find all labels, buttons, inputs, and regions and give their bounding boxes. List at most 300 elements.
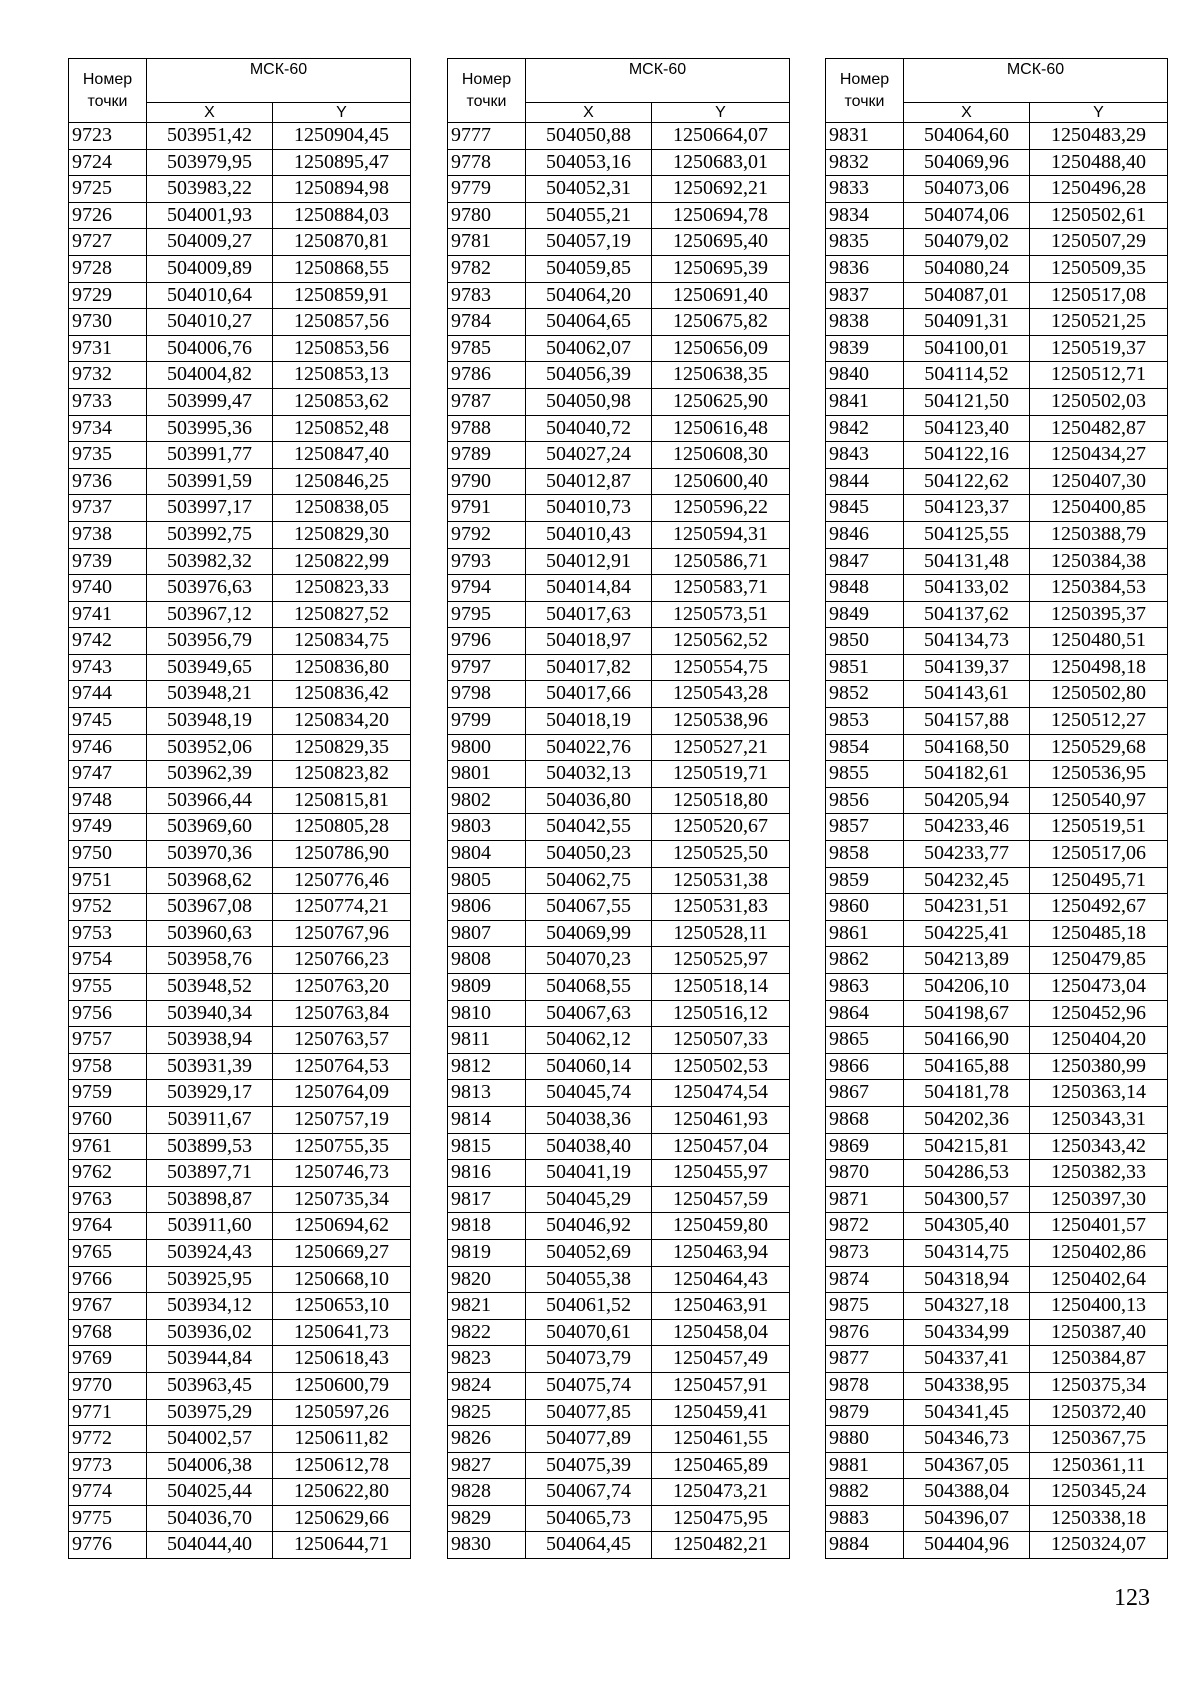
- y-coordinate-cell: 1250525,50: [652, 841, 790, 868]
- point-number-cell: 9758: [69, 1053, 147, 1080]
- x-coordinate-cell: 503960,63: [147, 920, 273, 947]
- y-coordinate-cell: 1250518,14: [652, 974, 790, 1001]
- point-number-cell: 9779: [448, 176, 526, 203]
- x-coordinate-cell: 504044,40: [147, 1532, 273, 1559]
- table-row: [69, 255, 411, 282]
- point-number-cell: 9876: [826, 1319, 904, 1346]
- y-coordinate-cell: 1250464,43: [652, 1266, 790, 1293]
- y-coordinate-cell: 1250496,28: [1030, 176, 1168, 203]
- point-number-cell: 9863: [826, 974, 904, 1001]
- x-coordinate-cell: 504036,70: [147, 1505, 273, 1532]
- point-number-cell: 9827: [448, 1452, 526, 1479]
- x-coordinate-cell: 503936,02: [147, 1319, 273, 1346]
- table-row: [448, 468, 790, 495]
- x-coordinate-cell: 504233,77: [904, 841, 1030, 868]
- point-number-cell: 9850: [826, 628, 904, 655]
- table-row: [448, 309, 790, 336]
- table-row: [448, 1266, 790, 1293]
- point-number-cell: 9847: [826, 548, 904, 575]
- y-coordinate-cell: 1250543,28: [652, 681, 790, 708]
- x-coordinate-cell: 504045,74: [526, 1080, 652, 1107]
- x-coordinate-cell: 504300,57: [904, 1186, 1030, 1213]
- x-coordinate-cell: 503967,08: [147, 894, 273, 921]
- x-coordinate-cell: 504070,61: [526, 1319, 652, 1346]
- x-coordinate-cell: 503997,17: [147, 495, 273, 522]
- y-coordinate-cell: 1250895,47: [273, 149, 411, 176]
- y-coordinate-cell: 1250692,21: [652, 176, 790, 203]
- table-row: [448, 761, 790, 788]
- table-row: [826, 1399, 1168, 1426]
- table-row: [448, 1053, 790, 1080]
- point-number-cell: 9782: [448, 255, 526, 282]
- y-coordinate-cell: 1250455,97: [652, 1160, 790, 1187]
- x-coordinate-cell: 504367,05: [904, 1452, 1030, 1479]
- x-coordinate-cell: 504064,45: [526, 1532, 652, 1559]
- x-coordinate-cell: 503929,17: [147, 1080, 273, 1107]
- table-row: [448, 548, 790, 575]
- x-coordinate-cell: 503956,79: [147, 628, 273, 655]
- y-coordinate-cell: 1250517,08: [1030, 282, 1168, 309]
- x-coordinate-cell: 503992,75: [147, 521, 273, 548]
- y-coordinate-cell: 1250834,20: [273, 708, 411, 735]
- table-row: [69, 495, 411, 522]
- table-row: [69, 1239, 411, 1266]
- table-row: [826, 388, 1168, 415]
- x-coordinate-cell: 504067,63: [526, 1000, 652, 1027]
- point-number-cell: 9786: [448, 362, 526, 389]
- point-number-cell: 9859: [826, 867, 904, 894]
- point-number-cell: 9814: [448, 1106, 526, 1133]
- point-number-cell: 9792: [448, 521, 526, 548]
- x-coordinate-cell: 504052,69: [526, 1239, 652, 1266]
- point-number-cell: 9865: [826, 1027, 904, 1054]
- table-row: [826, 1027, 1168, 1054]
- x-coordinate-cell: 504134,73: [904, 628, 1030, 655]
- table-row: [448, 229, 790, 256]
- table-row: [69, 149, 411, 176]
- table-row: [826, 149, 1168, 176]
- y-coordinate-cell: 1250485,18: [1030, 920, 1168, 947]
- point-number-cell: 9852: [826, 681, 904, 708]
- y-coordinate-cell: 1250675,82: [652, 309, 790, 336]
- x-coordinate-cell: 504202,36: [904, 1106, 1030, 1133]
- y-coordinate-cell: 1250519,37: [1030, 335, 1168, 362]
- y-coordinate-cell: 1250457,59: [652, 1186, 790, 1213]
- y-coordinate-cell: 1250434,27: [1030, 442, 1168, 469]
- point-number-cell: 9734: [69, 415, 147, 442]
- x-coordinate-cell: 504131,48: [904, 548, 1030, 575]
- y-coordinate-cell: 1250324,07: [1030, 1532, 1168, 1559]
- point-number-cell: 9803: [448, 814, 526, 841]
- x-coordinate-cell: 504231,51: [904, 894, 1030, 921]
- x-coordinate-cell: 504036,80: [526, 787, 652, 814]
- y-coordinate-cell: 1250852,48: [273, 415, 411, 442]
- x-coordinate-cell: 503948,21: [147, 681, 273, 708]
- point-number-cell: 9868: [826, 1106, 904, 1133]
- y-coordinate-cell: 1250343,42: [1030, 1133, 1168, 1160]
- point-number-cell: 9877: [826, 1346, 904, 1373]
- table-row: [69, 1426, 411, 1453]
- y-coordinate-cell: 1250457,49: [652, 1346, 790, 1373]
- y-coordinate-cell: 1250554,75: [652, 654, 790, 681]
- table-row: [448, 442, 790, 469]
- point-number-cell: 9878: [826, 1372, 904, 1399]
- point-number-cell: 9773: [69, 1452, 147, 1479]
- point-number-cell: 9849: [826, 601, 904, 628]
- x-coordinate-cell: 504334,99: [904, 1319, 1030, 1346]
- point-number-cell: 9801: [448, 761, 526, 788]
- y-coordinate-cell: 1250387,40: [1030, 1319, 1168, 1346]
- y-coordinate-cell: 1250361,11: [1030, 1452, 1168, 1479]
- x-coordinate-cell: 504233,46: [904, 814, 1030, 841]
- table-row: [826, 654, 1168, 681]
- y-coordinate-cell: 1250644,71: [273, 1532, 411, 1559]
- point-number-cell: 9800: [448, 734, 526, 761]
- y-coordinate-cell: 1250757,19: [273, 1106, 411, 1133]
- table-row: [448, 176, 790, 203]
- point-number-cell: 9874: [826, 1266, 904, 1293]
- coordinate-system-header: МСК-60: [904, 59, 1168, 103]
- x-coordinate-cell: 504014,84: [526, 575, 652, 602]
- table-row: [69, 1027, 411, 1054]
- table-row: [826, 229, 1168, 256]
- table-row: [448, 841, 790, 868]
- table-row: [448, 1133, 790, 1160]
- y-coordinate-cell: 1250507,29: [1030, 229, 1168, 256]
- x-coordinate-cell: 504205,94: [904, 787, 1030, 814]
- x-coordinate-cell: 504010,43: [526, 521, 652, 548]
- y-coordinate-cell: 1250838,05: [273, 495, 411, 522]
- y-coordinate-cell: 1250694,78: [652, 202, 790, 229]
- x-coordinate-cell: 503948,19: [147, 708, 273, 735]
- y-coordinate-cell: 1250823,82: [273, 761, 411, 788]
- table-row: [69, 681, 411, 708]
- point-number-cell: 9746: [69, 734, 147, 761]
- point-number-cell: 9845: [826, 495, 904, 522]
- x-coordinate-cell: 504346,73: [904, 1426, 1030, 1453]
- x-coordinate-cell: 504215,81: [904, 1133, 1030, 1160]
- y-coordinate-cell: 1250834,75: [273, 628, 411, 655]
- table-row: [69, 1532, 411, 1559]
- table-row: [448, 1027, 790, 1054]
- table-row: [826, 734, 1168, 761]
- point-number-cell: 9751: [69, 867, 147, 894]
- x-coordinate-cell: 504040,72: [526, 415, 652, 442]
- x-coordinate-cell: 503952,06: [147, 734, 273, 761]
- point-number-cell: 9777: [448, 123, 526, 150]
- y-coordinate-cell: 1250404,20: [1030, 1027, 1168, 1054]
- y-coordinate-cell: 1250573,51: [652, 601, 790, 628]
- point-number-cell: 9781: [448, 229, 526, 256]
- point-number-cell: 9796: [448, 628, 526, 655]
- y-coordinate-cell: 1250482,87: [1030, 415, 1168, 442]
- point-number-cell: 9829: [448, 1505, 526, 1532]
- point-number-cell: 9785: [448, 335, 526, 362]
- table-row: [69, 1372, 411, 1399]
- x-coordinate-cell: 504001,93: [147, 202, 273, 229]
- point-number-cell: 9748: [69, 787, 147, 814]
- y-coordinate-cell: 1250870,81: [273, 229, 411, 256]
- point-number-cell: 9810: [448, 1000, 526, 1027]
- point-number-cell: 9843: [826, 442, 904, 469]
- table-row: [448, 1106, 790, 1133]
- y-coordinate-cell: 1250512,27: [1030, 708, 1168, 735]
- y-coordinate-cell: 1250459,41: [652, 1399, 790, 1426]
- y-coordinate-cell: 1250483,29: [1030, 123, 1168, 150]
- y-coordinate-cell: 1250540,97: [1030, 787, 1168, 814]
- x-coordinate-cell: 503999,47: [147, 388, 273, 415]
- x-coordinate-cell: 503983,22: [147, 176, 273, 203]
- point-number-cell: 9754: [69, 947, 147, 974]
- point-number-cell: 9730: [69, 309, 147, 336]
- point-number-cell: 9768: [69, 1319, 147, 1346]
- point-number-cell: 9789: [448, 442, 526, 469]
- point-number-cell: 9794: [448, 575, 526, 602]
- y-coordinate-cell: 1250774,21: [273, 894, 411, 921]
- table-row: [448, 1452, 790, 1479]
- y-coordinate-cell: 1250474,54: [652, 1080, 790, 1107]
- y-coordinate-cell: 1250517,06: [1030, 841, 1168, 868]
- y-coordinate-cell: 1250502,61: [1030, 202, 1168, 229]
- y-coordinate-cell: 1250847,40: [273, 442, 411, 469]
- table-row: [826, 1239, 1168, 1266]
- x-coordinate-cell: 504121,50: [904, 388, 1030, 415]
- table-row: [826, 468, 1168, 495]
- y-coordinate-cell: 1250529,68: [1030, 734, 1168, 761]
- table-row: [448, 575, 790, 602]
- y-coordinate-cell: 1250763,20: [273, 974, 411, 1001]
- y-coordinate-cell: 1250823,33: [273, 575, 411, 602]
- point-number-cell: 9821: [448, 1293, 526, 1320]
- table-row: [448, 681, 790, 708]
- x-coordinate-cell: 504143,61: [904, 681, 1030, 708]
- point-number-cell: 9735: [69, 442, 147, 469]
- x-coordinate-cell: 504067,74: [526, 1479, 652, 1506]
- table-row: [448, 1239, 790, 1266]
- table-row: [69, 894, 411, 921]
- table-row: [69, 1319, 411, 1346]
- y-coordinate-cell: 1250525,97: [652, 947, 790, 974]
- point-number-cell: 9824: [448, 1372, 526, 1399]
- point-number-cell: 9830: [448, 1532, 526, 1559]
- table-row: [69, 176, 411, 203]
- table-row: [69, 282, 411, 309]
- y-coordinate-cell: 1250473,04: [1030, 974, 1168, 1001]
- table-row: [69, 628, 411, 655]
- table-row: [448, 734, 790, 761]
- table-row: [69, 814, 411, 841]
- point-number-cell: 9833: [826, 176, 904, 203]
- point-number-cell: 9818: [448, 1213, 526, 1240]
- x-coordinate-cell: 504327,18: [904, 1293, 1030, 1320]
- table-row: [69, 1160, 411, 1187]
- y-coordinate-cell: 1250653,10: [273, 1293, 411, 1320]
- point-number-header: Номер точки: [69, 59, 147, 123]
- y-coordinate-cell: 1250384,87: [1030, 1346, 1168, 1373]
- x-coordinate-cell: 504064,60: [904, 123, 1030, 150]
- y-coordinate-cell: 1250498,18: [1030, 654, 1168, 681]
- x-coordinate-cell: 504114,52: [904, 362, 1030, 389]
- y-coordinate-cell: 1250516,12: [652, 1000, 790, 1027]
- x-coordinate-cell: 503958,76: [147, 947, 273, 974]
- point-number-cell: 9725: [69, 176, 147, 203]
- point-number-cell: 9861: [826, 920, 904, 947]
- y-coordinate-cell: 1250507,33: [652, 1027, 790, 1054]
- point-number-cell: 9770: [69, 1372, 147, 1399]
- y-coordinate-cell: 1250683,01: [652, 149, 790, 176]
- x-coordinate-cell: 504012,91: [526, 548, 652, 575]
- y-coordinate-cell: 1250597,26: [273, 1399, 411, 1426]
- table-row: [826, 1479, 1168, 1506]
- table-row: [826, 814, 1168, 841]
- table-row: [448, 894, 790, 921]
- table-row: [448, 708, 790, 735]
- point-number-cell: 9808: [448, 947, 526, 974]
- point-number-cell: 9772: [69, 1426, 147, 1453]
- x-coordinate-cell: 504206,10: [904, 974, 1030, 1001]
- point-number-cell: 9825: [448, 1399, 526, 1426]
- point-number-cell: 9881: [826, 1452, 904, 1479]
- y-coordinate-cell: 1250512,71: [1030, 362, 1168, 389]
- x-coordinate-cell: 504080,24: [904, 255, 1030, 282]
- x-coordinate-cell: 504065,73: [526, 1505, 652, 1532]
- y-coordinate-cell: 1250608,30: [652, 442, 790, 469]
- table-row: [69, 335, 411, 362]
- y-header: Y: [273, 103, 411, 123]
- x-coordinate-cell: 504038,40: [526, 1133, 652, 1160]
- x-coordinate-cell: 504181,78: [904, 1080, 1030, 1107]
- y-coordinate-cell: 1250531,83: [652, 894, 790, 921]
- y-coordinate-cell: 1250668,10: [273, 1266, 411, 1293]
- x-coordinate-cell: 504070,23: [526, 947, 652, 974]
- x-coordinate-cell: 504017,82: [526, 654, 652, 681]
- table-row: [69, 867, 411, 894]
- point-number-cell: 9834: [826, 202, 904, 229]
- table-row: [826, 255, 1168, 282]
- y-coordinate-cell: 1250846,25: [273, 468, 411, 495]
- x-coordinate-cell: 504388,04: [904, 1479, 1030, 1506]
- y-coordinate-cell: 1250755,35: [273, 1133, 411, 1160]
- point-number-cell: 9766: [69, 1266, 147, 1293]
- table-row: [69, 1213, 411, 1240]
- point-number-cell: 9774: [69, 1479, 147, 1506]
- x-coordinate-cell: 504062,12: [526, 1027, 652, 1054]
- table-row: [448, 149, 790, 176]
- y-coordinate-cell: 1250528,11: [652, 920, 790, 947]
- x-coordinate-cell: 504009,89: [147, 255, 273, 282]
- y-coordinate-cell: 1250345,24: [1030, 1479, 1168, 1506]
- x-coordinate-cell: 504046,92: [526, 1213, 652, 1240]
- table-row: [826, 1080, 1168, 1107]
- point-number-cell: 9858: [826, 841, 904, 868]
- y-coordinate-cell: 1250400,13: [1030, 1293, 1168, 1320]
- point-number-cell: 9832: [826, 149, 904, 176]
- x-coordinate-cell: 503991,59: [147, 468, 273, 495]
- y-coordinate-cell: 1250452,96: [1030, 1000, 1168, 1027]
- table-row: [448, 1399, 790, 1426]
- x-coordinate-cell: 503968,62: [147, 867, 273, 894]
- table-row: [826, 787, 1168, 814]
- point-number-cell: 9795: [448, 601, 526, 628]
- y-coordinate-cell: 1250372,40: [1030, 1399, 1168, 1426]
- table-row: [448, 255, 790, 282]
- table-row: [826, 202, 1168, 229]
- table-row: [826, 974, 1168, 1001]
- x-coordinate-cell: 504010,27: [147, 309, 273, 336]
- table-row: [448, 415, 790, 442]
- x-coordinate-cell: 503951,42: [147, 123, 273, 150]
- table-row: [826, 521, 1168, 548]
- x-coordinate-cell: 504079,02: [904, 229, 1030, 256]
- x-coordinate-cell: 504077,85: [526, 1399, 652, 1426]
- y-coordinate-cell: 1250611,82: [273, 1426, 411, 1453]
- y-coordinate-cell: 1250622,80: [273, 1479, 411, 1506]
- table-row: [826, 1372, 1168, 1399]
- table-row: [448, 123, 790, 150]
- y-coordinate-cell: 1250638,35: [652, 362, 790, 389]
- point-number-cell: 9737: [69, 495, 147, 522]
- y-coordinate-cell: 1250367,75: [1030, 1426, 1168, 1453]
- point-number-cell: 9882: [826, 1479, 904, 1506]
- y-coordinate-cell: 1250596,22: [652, 495, 790, 522]
- table-row: [448, 1160, 790, 1187]
- x-coordinate-cell: 504168,50: [904, 734, 1030, 761]
- point-number-cell: 9799: [448, 708, 526, 735]
- point-number-cell: 9757: [69, 1027, 147, 1054]
- y-coordinate-cell: 1250495,71: [1030, 867, 1168, 894]
- y-coordinate-cell: 1250536,95: [1030, 761, 1168, 788]
- point-number-cell: 9723: [69, 123, 147, 150]
- x-coordinate-cell: 504122,16: [904, 442, 1030, 469]
- y-coordinate-cell: 1250492,67: [1030, 894, 1168, 921]
- table-row: [69, 761, 411, 788]
- y-coordinate-cell: 1250829,35: [273, 734, 411, 761]
- point-number-cell: 9856: [826, 787, 904, 814]
- point-number-cell: 9805: [448, 867, 526, 894]
- x-coordinate-cell: 504073,79: [526, 1346, 652, 1373]
- table-row: [448, 1319, 790, 1346]
- table-row: [826, 947, 1168, 974]
- x-coordinate-cell: 504006,38: [147, 1452, 273, 1479]
- point-number-cell: 9776: [69, 1532, 147, 1559]
- point-number-cell: 9839: [826, 335, 904, 362]
- table-row: [69, 1133, 411, 1160]
- y-coordinate-cell: 1250384,38: [1030, 548, 1168, 575]
- y-coordinate-cell: 1250384,53: [1030, 575, 1168, 602]
- table-row: [448, 362, 790, 389]
- x-coordinate-cell: 504017,66: [526, 681, 652, 708]
- y-coordinate-cell: 1250600,40: [652, 468, 790, 495]
- point-number-cell: 9875: [826, 1293, 904, 1320]
- point-number-cell: 9853: [826, 708, 904, 735]
- y-coordinate-cell: 1250884,03: [273, 202, 411, 229]
- x-coordinate-cell: 504027,24: [526, 442, 652, 469]
- x-coordinate-cell: 504075,74: [526, 1372, 652, 1399]
- point-number-cell: 9738: [69, 521, 147, 548]
- x-coordinate-cell: 504018,97: [526, 628, 652, 655]
- table-row: [826, 1053, 1168, 1080]
- table-row: [826, 309, 1168, 336]
- x-coordinate-cell: 504010,64: [147, 282, 273, 309]
- y-coordinate-cell: 1250463,94: [652, 1239, 790, 1266]
- x-coordinate-cell: 504009,27: [147, 229, 273, 256]
- point-number-cell: 9797: [448, 654, 526, 681]
- x-coordinate-cell: 504045,29: [526, 1186, 652, 1213]
- table-row: [826, 1266, 1168, 1293]
- y-coordinate-cell: 1250894,98: [273, 176, 411, 203]
- x-coordinate-cell: 503938,94: [147, 1027, 273, 1054]
- y-coordinate-cell: 1250473,21: [652, 1479, 790, 1506]
